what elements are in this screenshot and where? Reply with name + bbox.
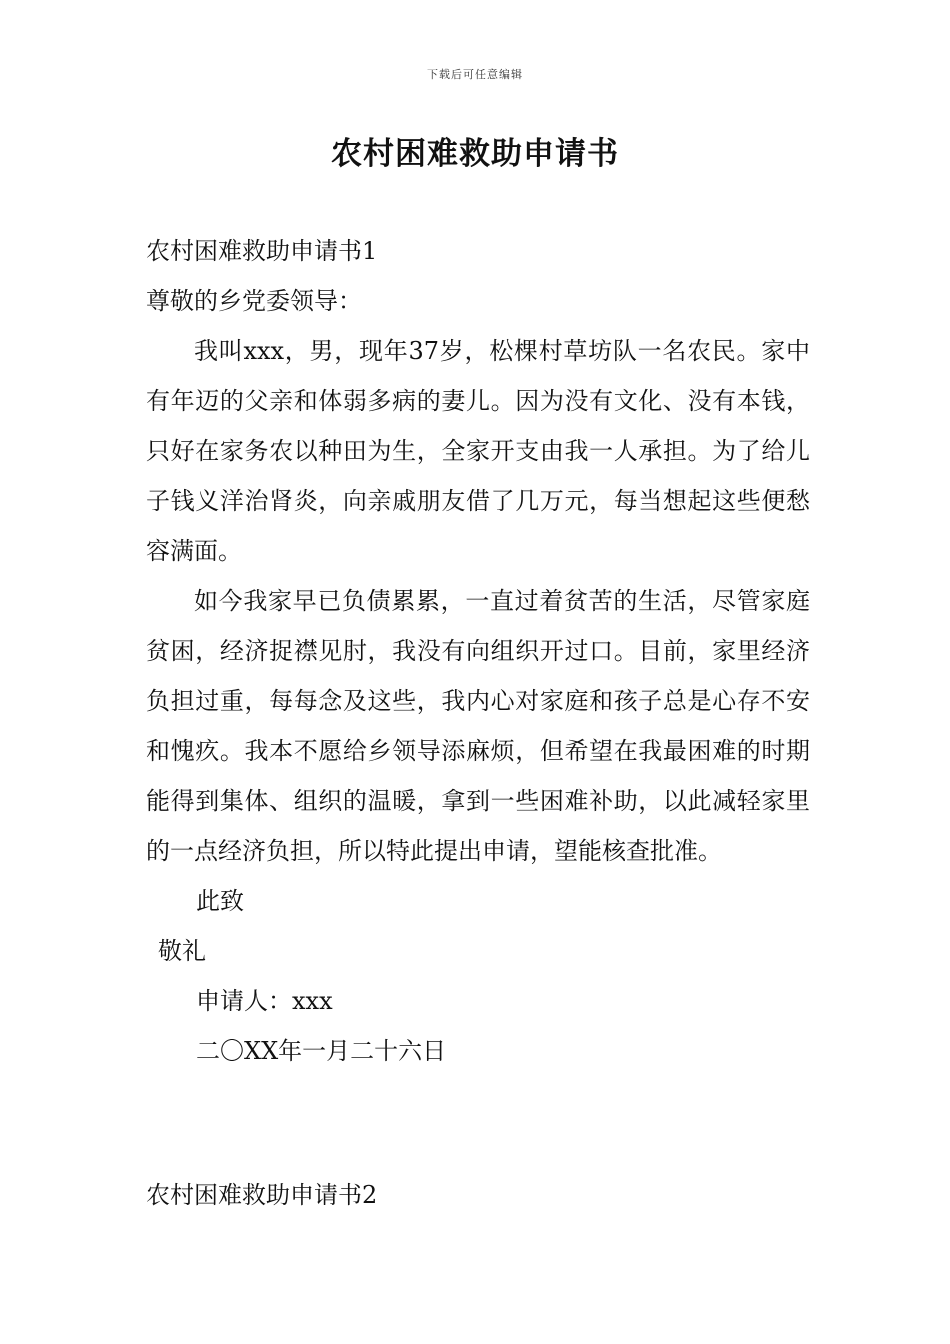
salutation: 尊敬的乡党委领导： [146,287,362,315]
document-title: 农村困难救助申请书 [331,136,619,172]
section-1-heading: 农村困难救助申请书1 [146,237,378,265]
paragraph-2: 如今我家早已负债累累，一直过着贫苦的生活，尽管家庭贫困，经济捉襟见肘，我没有向组织开过口。目前，家里经济负担过重，每每念及这些，我内心对家庭和孩子总是心存不安和愧疚。我本不愿给乡领导添麻烦，但希望在我最困难的时期能得到集体、组织的温暖，拿到一些困难补助，以此减轻家里的一点经济负担，所以特此提出申请，望能核查批准。 [146,587,810,865]
date-line: 二〇XX年一月二十六日 [196,1037,447,1065]
section-2 [146,1170,810,1220]
closing-line-2: 敬礼 [158,937,206,965]
header-note: 下载后可任意编辑 [427,68,523,81]
closing-line-1: 此致 [196,887,244,915]
applicant-line: 申请人：xxx [196,987,333,1015]
section-1 [146,226,810,1076]
section-2-heading: 农村困难救助申请书2 [146,1181,378,1209]
paragraph-1: 我叫xxx，男，现年37岁，松棵村草坊队一名农民。家中有年迈的父亲和体弱多病的妻儿。因为没有文化、没有本钱，只好在家务农以种田为生，全家开支由我一人承担。为了给儿子钱义洋治肾炎，向亲戚朋友借了几万元，每当想起这些便愁容满面。 [146,337,810,565]
